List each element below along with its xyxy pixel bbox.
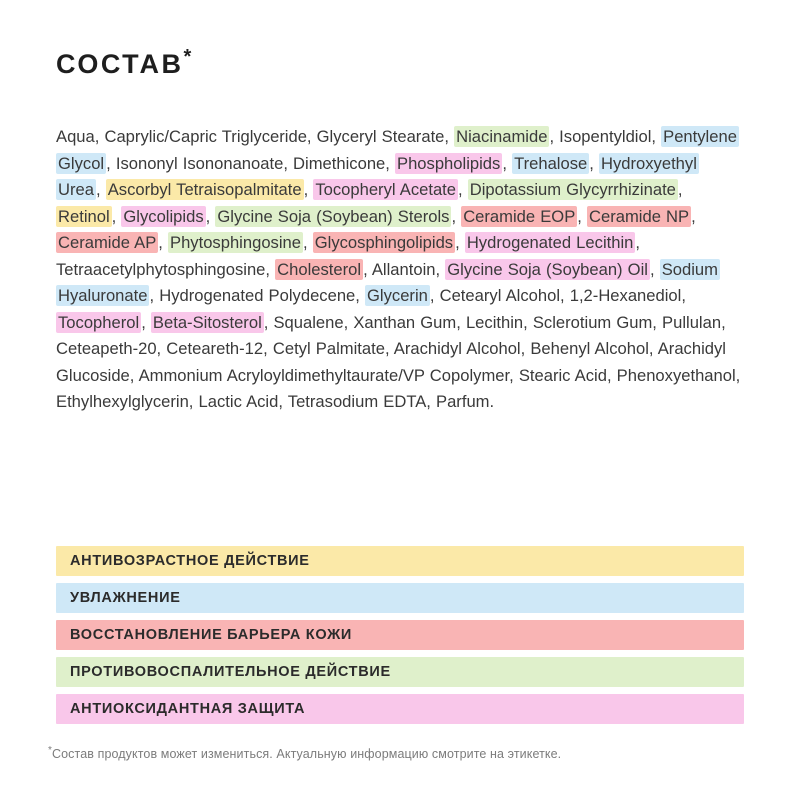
ingredient-text: , bbox=[303, 180, 314, 199]
ingredient-highlight-blue: Pentylene Glycol bbox=[58, 127, 737, 173]
ingredient-highlight-green: Niacinamide bbox=[456, 127, 548, 146]
ingredient-text: , bbox=[458, 180, 468, 199]
ingredient-text: , Isononyl Isononanoate, Dimethicone, bbox=[106, 153, 395, 173]
legend-label: ПРОТИВОВОСПАЛИТЕЛЬНОЕ ДЕЙСТВИЕ bbox=[70, 664, 391, 680]
legend-label: ВОССТАНОВЛЕНИЕ БАРЬЕРА КОЖИ bbox=[70, 627, 353, 643]
ingredient-highlight-red: Ceramide AP bbox=[58, 233, 157, 252]
ingredient-text: , bbox=[677, 180, 683, 199]
ingredient-text: , bbox=[303, 233, 313, 252]
ingredient-highlight-green: Dipotassium Glycyrrhizinate bbox=[469, 180, 676, 199]
legend-row bbox=[56, 694, 744, 724]
legend-row bbox=[56, 546, 744, 576]
ingredient-highlight-red: Ceramide NP bbox=[589, 206, 690, 226]
ingredient-text: , bbox=[111, 206, 122, 226]
ingredient-text: , Allantoin, bbox=[363, 259, 446, 279]
ingredient-text: , bbox=[158, 233, 168, 252]
ingredient-highlight-pink: Tocopherol bbox=[58, 312, 140, 332]
ingredient-highlight-red: Ceramide EOP bbox=[463, 206, 576, 226]
page-title bbox=[56, 46, 744, 80]
ingredient-highlight-pink: Glycolipids bbox=[123, 206, 204, 226]
legend-label: УВЛАЖНЕНИЕ bbox=[70, 590, 181, 606]
ingredient-highlight-blue: Hydroxyethyl Urea bbox=[58, 153, 697, 199]
ingredient-text: , bbox=[502, 153, 513, 173]
legend-row bbox=[56, 583, 744, 613]
ingredient-highlight-red: Cholesterol bbox=[277, 259, 362, 279]
ingredient-text: , bbox=[577, 206, 588, 226]
ingredient-highlight-red: Glycosphingolipids bbox=[314, 233, 454, 252]
ingredient-highlight-pink: Beta-Sitosterol bbox=[152, 312, 262, 332]
ingredient-text: , bbox=[649, 259, 660, 279]
ingredient-highlight-pink: Glycine Soja (Soybean) Oil bbox=[447, 259, 648, 279]
ingredient-highlight-green: Glycine Soja (Soybean) Sterols bbox=[217, 206, 450, 226]
ingredient-highlight-pink: Tocopheryl Acetate bbox=[315, 180, 457, 199]
ingredient-highlight-yellow: Retinol bbox=[58, 206, 110, 226]
legend-label: АНТИВОЗРАСТНОЕ ДЕЙСТВИЕ bbox=[70, 553, 310, 569]
ingredient-text: , bbox=[455, 233, 465, 252]
footnote-text: Состав продуктов может измениться. Актуальную информацию смотрите на этикетке. bbox=[52, 747, 562, 762]
footnote bbox=[48, 745, 561, 761]
ingredient-text: , bbox=[205, 206, 216, 226]
page-title-asterisk: * bbox=[183, 46, 192, 68]
ingredient-highlight-pink: Hydrogenated Lecithin bbox=[466, 233, 634, 252]
ingredient-highlight-blue: Sodium Hyaluronate bbox=[58, 259, 718, 305]
ingredient-text: , Tetraacetylphytosphingosine, bbox=[56, 233, 641, 279]
footnote-asterisk: * bbox=[48, 745, 52, 756]
ingredient-highlight-blue: Trehalose bbox=[514, 153, 588, 173]
ingredient-text: , Isopentyldiol, bbox=[549, 127, 662, 146]
ingredients-list bbox=[56, 124, 744, 416]
legend-row bbox=[56, 620, 744, 650]
page-title-text: СОСТАВ bbox=[56, 49, 184, 79]
ingredient-text: , bbox=[589, 153, 599, 173]
legend bbox=[56, 546, 744, 731]
ingredient-highlight-blue: Glycerin bbox=[367, 286, 428, 305]
ingredient-text: , Hydrogenated Polydecene, bbox=[149, 286, 366, 305]
ingredient-highlight-pink: Phospholipids bbox=[397, 153, 501, 173]
ingredient-highlight-green: Phytosphingosine bbox=[170, 233, 301, 252]
ingredient-text: Aqua, Caprylic/Capric Triglyceride, Glyceryl Stearate, bbox=[56, 127, 455, 146]
ingredient-text: , bbox=[451, 206, 462, 226]
ingredient-text: , Squalene, Xanthan Gum, Lecithin, Sclerotium Gum, Pullulan, Ceteaрeth-20, Ceteareth-12, Cetyl Palmitate, Arachidyl Alcohol, Behenyl Alcohol, Arachidyl Glucoside, Ammonium Acryloyldimethyltaurate/VP Copolymer, Stearic Acid, Phenoxyethanol, Ethylhexylglycerin, Lactic Acid, Tetrasodium EDTA, Parfum. bbox=[56, 312, 741, 411]
ingredient-text: , bbox=[95, 180, 106, 199]
ingredient-text: , Cetearyl Alcohol, 1,2-Hexanediol, bbox=[429, 286, 686, 305]
legend-label: АНТИОКСИДАНТНАЯ ЗАЩИТА bbox=[70, 701, 306, 717]
ingredient-text: , bbox=[691, 206, 696, 226]
legend-row bbox=[56, 657, 744, 687]
ingredient-highlight-yellow: Ascorbyl Tetraisopalmitate bbox=[107, 180, 302, 199]
ingredient-text: , bbox=[141, 312, 151, 332]
